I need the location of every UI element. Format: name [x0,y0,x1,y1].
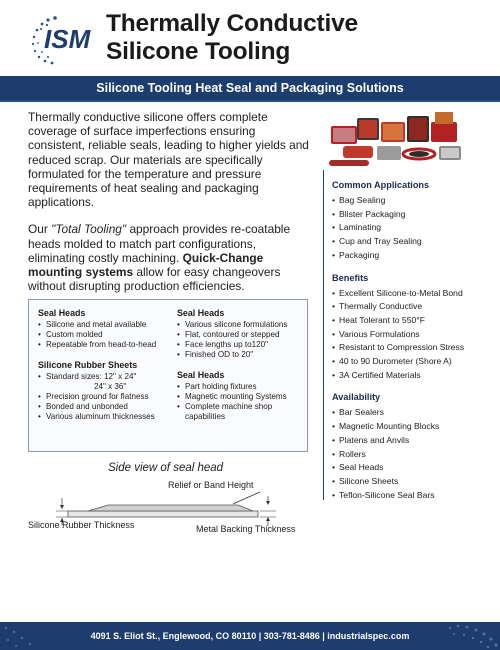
availability-list [332,406,482,502]
footer-dots-decoration [440,622,500,650]
box-heading: Seal Heads [177,370,225,380]
list-item: • Various Formulations [332,328,482,342]
label-metal-backing-thickness: Metal Backing Thickness [196,524,296,534]
box-list [38,320,176,350]
footer: 4091 S. Eliot St., Englewood, CO 80110 | 303-781-8486 | industrialspec.com [0,622,500,650]
intro-p2-text-a: Our [28,222,52,237]
list-item: • Complete machine shop [177,402,305,412]
features-column-left [38,308,176,432]
banner-accent-line [0,100,500,102]
ism-logo [28,12,108,68]
list-item: • Finished OD to 20" [177,350,305,360]
list-item: 24" x 36" [94,382,127,391]
box-heading: Silicone Rubber Sheets [38,360,138,370]
benefits-list [332,287,482,383]
list-item: • Repeatable from head-to-head [38,340,176,350]
intro-text [28,110,313,306]
list-item: • Bonded and unbonded [38,402,176,412]
product-photo [323,112,473,170]
list-item: • Heat Tolerant to 550°F [332,314,482,328]
list-item: • Rollers [332,448,482,462]
list-item: • Standard sizes: 12" x 24" [38,372,176,382]
sidebar-heading-benefits: Benefits [332,272,369,283]
list-item: • Packaging [332,249,482,263]
sidebar [332,180,482,512]
header [0,0,500,76]
sidebar-heading-availability: Availability [332,392,381,403]
list-item: capabilities [185,412,226,421]
sidebar-heading-applications: Common Applications [332,180,430,190]
box-list [177,382,305,422]
list-item: • 40 to 90 Durometer (Shore A) [332,355,482,369]
box-heading: Seal Heads [177,308,225,318]
seal-head-diagram [28,478,318,548]
list-item: • Thermally Conductive [332,300,482,314]
list-item: • Excellent Silicone-to-Metal Bond [332,287,482,301]
footer-dots-decoration-left [0,622,40,650]
list-item: • Platens and Anvils [332,434,482,448]
applications-list [332,194,482,263]
list-item: • Precision ground for flatness [38,392,176,402]
box-list [177,320,305,360]
label-silicone-thickness: Silicone Rubber Thickness [28,520,135,530]
list-item: • Bar Sealers [332,406,482,420]
total-tooling-emphasis: "Total Tooling" [51,222,127,237]
sidebar-divider [323,170,324,500]
list-item: • Face lengths up to120" [177,340,305,350]
list-item: • Blister Packaging [332,208,482,222]
features-box [28,299,308,452]
list-item: • Resistant to Compression Stress [332,341,482,355]
list-item: • Teflon-Silicone Seal Bars [332,489,482,503]
label-relief-band-height: Relief or Band Height [168,480,254,490]
intro-paragraph-2 [28,222,313,293]
list-item: • Seal Heads [332,461,482,475]
list-item: • Various aluminum thicknesses [38,412,176,422]
banner: Silicone Tooling Heat Seal and Packaging Solutions [0,76,500,100]
page-title [106,10,358,66]
list-item: • Magnetic mounting Systems [177,392,305,402]
features-column-right [177,308,305,432]
title-line-1: Thermally Conductive [106,10,358,37]
list-item: • Silicone and metal available [38,320,176,330]
list-item: • Magnetic Mounting Blocks [332,420,482,434]
list-item: • Various silicone formulations [177,320,305,330]
side-view-title: Side view of seal head [108,462,224,474]
list-item: • 3A Certified Materials [332,369,482,383]
list-item: • Custom molded [38,330,176,340]
title-line-2: Silicone Tooling [106,38,291,65]
quick-change-strong: Quick-Change mounting systems [28,250,264,280]
list-item: • Part holding fixtures [177,382,305,392]
list-item: • Flat, contoured or stepped [177,330,305,340]
list-item: • Laminating [332,221,482,235]
list-item: • Cup and Tray Sealing [332,235,482,249]
intro-paragraph-1: Thermally conductive silicone offers complete coverage of surface imperfections ensuring consistent, reliable seals, leading to higher yields and reduced scrap. Our materials are specifically formulated for the temperature and pressure requirements of heat sealing and packaging applications. [28,110,309,210]
intro-p2-text-c: allow for easy changeovers without disrupting production efficiencies. [28,265,281,294]
box-heading: Seal Heads [38,308,86,318]
logo-text: ISM [44,24,91,54]
intro-p2-text-b: approach provides re-coatable heads molded to match part configurations, eliminating costly machining. [28,222,291,265]
box-list [38,372,176,422]
list-item: • Silicone Sheets [332,475,482,489]
list-item: • Bag Sealing [332,194,482,208]
